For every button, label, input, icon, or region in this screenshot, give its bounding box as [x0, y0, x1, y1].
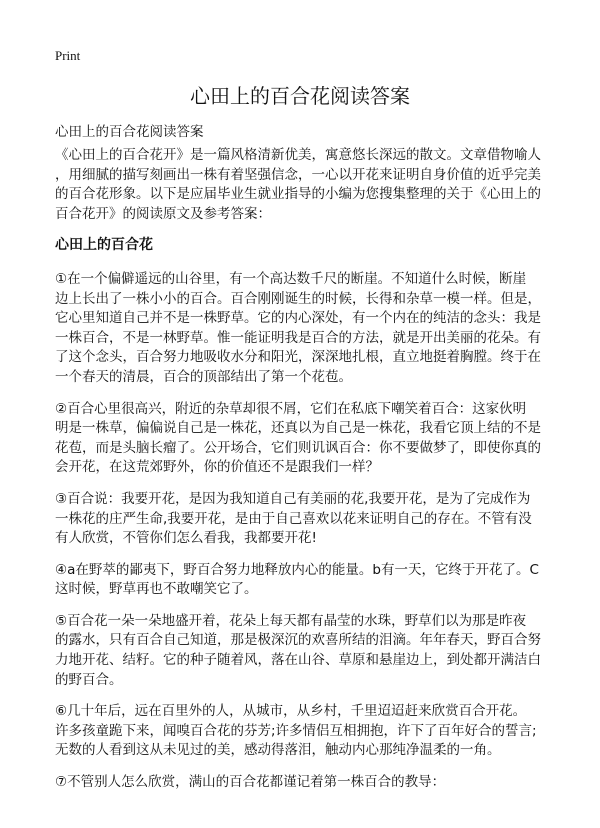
- intro-paragraph: [55, 146, 565, 224]
- text-line: 了这个念头，百合努力地吸收水分和阳光，深深地扎根，直立地挺着胸膛。终于在: [55, 349, 541, 366]
- section-heading: 心田上的百合花: [55, 237, 153, 254]
- text-line: 许多孩童跪下来，闻嗅百合花的芬芳;许多情侣互相拥抱，许下了百年好合的誓言;: [55, 722, 537, 739]
- text-line: ⑥几十年后，远在百里外的人，从城市，从乡村，千里迢迢赶来欣赏百合开花。: [55, 703, 527, 720]
- text-line: 一个春天的清晨，百合的顶部结出了第一个花苞。: [55, 368, 352, 385]
- story-paragraph: [55, 702, 565, 761]
- text-line: 力地开花、结籽。它的种子随着风，落在山谷、草原和悬崖边上，到处都开满洁白: [55, 652, 541, 669]
- text-line: 《心田上的百合花开》是一篇风格清新优美，寓意悠长深远的散文。文章借物喻人: [55, 147, 541, 163]
- text-line: 一株花的庄严生命,我要开花，是由于自己喜欢以花来证明自己的存在。不管有没: [55, 510, 532, 527]
- article-body: [55, 146, 565, 805]
- page-title: 心田上的百合花阅读答案: [190, 84, 410, 108]
- text-line: 百合花开》的阅读原文及参考答案：: [55, 205, 271, 222]
- text-line: 边上长出了一株小小的百合。百合刚刚诞生的时候，长得和杂草一模一样。但是，: [55, 290, 541, 307]
- story-paragraph: [55, 612, 565, 690]
- text-line: 明是一株草，偏偏说自己是一株花，还真以为自己是一株花，我看它顶上结的不是: [55, 420, 541, 437]
- text-line: 的野百合。: [55, 671, 123, 688]
- story-paragraph: [55, 773, 565, 793]
- subtitle: 心田上的百合花阅读答案: [55, 124, 204, 140]
- text-line: ④a在野萃的鄙夷下，野百合努力地释放内心的能量。b有一天，它终于开花了。C: [55, 561, 539, 578]
- text-line: 花苞，而是头脑长瘤了。公开场合，它们则讥讽百合：你不要做梦了，即使你真的: [55, 439, 541, 456]
- story-paragraph: [55, 490, 565, 549]
- text-line: ，用细腻的描写刻画出一株有着坚强信念，一心以开花来证明自身价值的近乎完美: [55, 166, 541, 183]
- story-paragraph: [55, 561, 565, 600]
- text-line: 的百合花形象。以下是应届毕业生就业指导的小编为您搜集整理的关于《心田上的: [55, 186, 541, 203]
- text-line: 一株百合，不是一林野草。惟一能证明我是百合的方法，就是开出美丽的花朵。有: [55, 329, 541, 346]
- story-paragraphs: [55, 270, 565, 793]
- text-line: 会开花，在这荒郊野外，你的价值还不是跟我们一样？: [55, 459, 379, 476]
- text-line: 无数的人看到这从未见过的美，感动得落泪，触动内心那纯净温柔的一角。: [55, 742, 501, 759]
- text-line: ③百合说：我要开花，是因为我知道自己有美丽的花,我要开花，是为了完成作为: [55, 490, 531, 507]
- text-line: ⑤百合花一朵一朵地盛开着，花朵上每天都有晶莹的水珠，野草们以为那是昨夜: [55, 612, 527, 629]
- text-line: ②百合心里很高兴，附近的杂草却很不屑，它们在私底下嘲笑着百合：这家伙明: [55, 400, 527, 417]
- story-paragraph: [55, 270, 565, 388]
- print-link[interactable]: Print: [55, 48, 81, 63]
- text-line: ①在一个偏僻遥远的山谷里，有一个高达数千尺的断崖。不知道什么时候，断崖: [55, 270, 527, 287]
- text-line: 有人欣赏，不管你们怎么看我，我都要开花!: [55, 530, 317, 547]
- text-line: 它心里知道自己并不是一株野草。它的内心深处，有一个内在的纯洁的念头：我是: [55, 310, 541, 327]
- story-paragraph: [55, 400, 565, 478]
- text-line: 这时候，野草再也不敢嘲笑它了。: [55, 581, 258, 598]
- text-line: 的露水，只有百合自己知道，那是极深沉的欢喜所结的泪滴。年年春天，野百合努: [55, 632, 541, 649]
- text-line: ⑦不管别人怎么欣赏，满山的百合花都谨记着第一株百合的教导：: [55, 774, 446, 791]
